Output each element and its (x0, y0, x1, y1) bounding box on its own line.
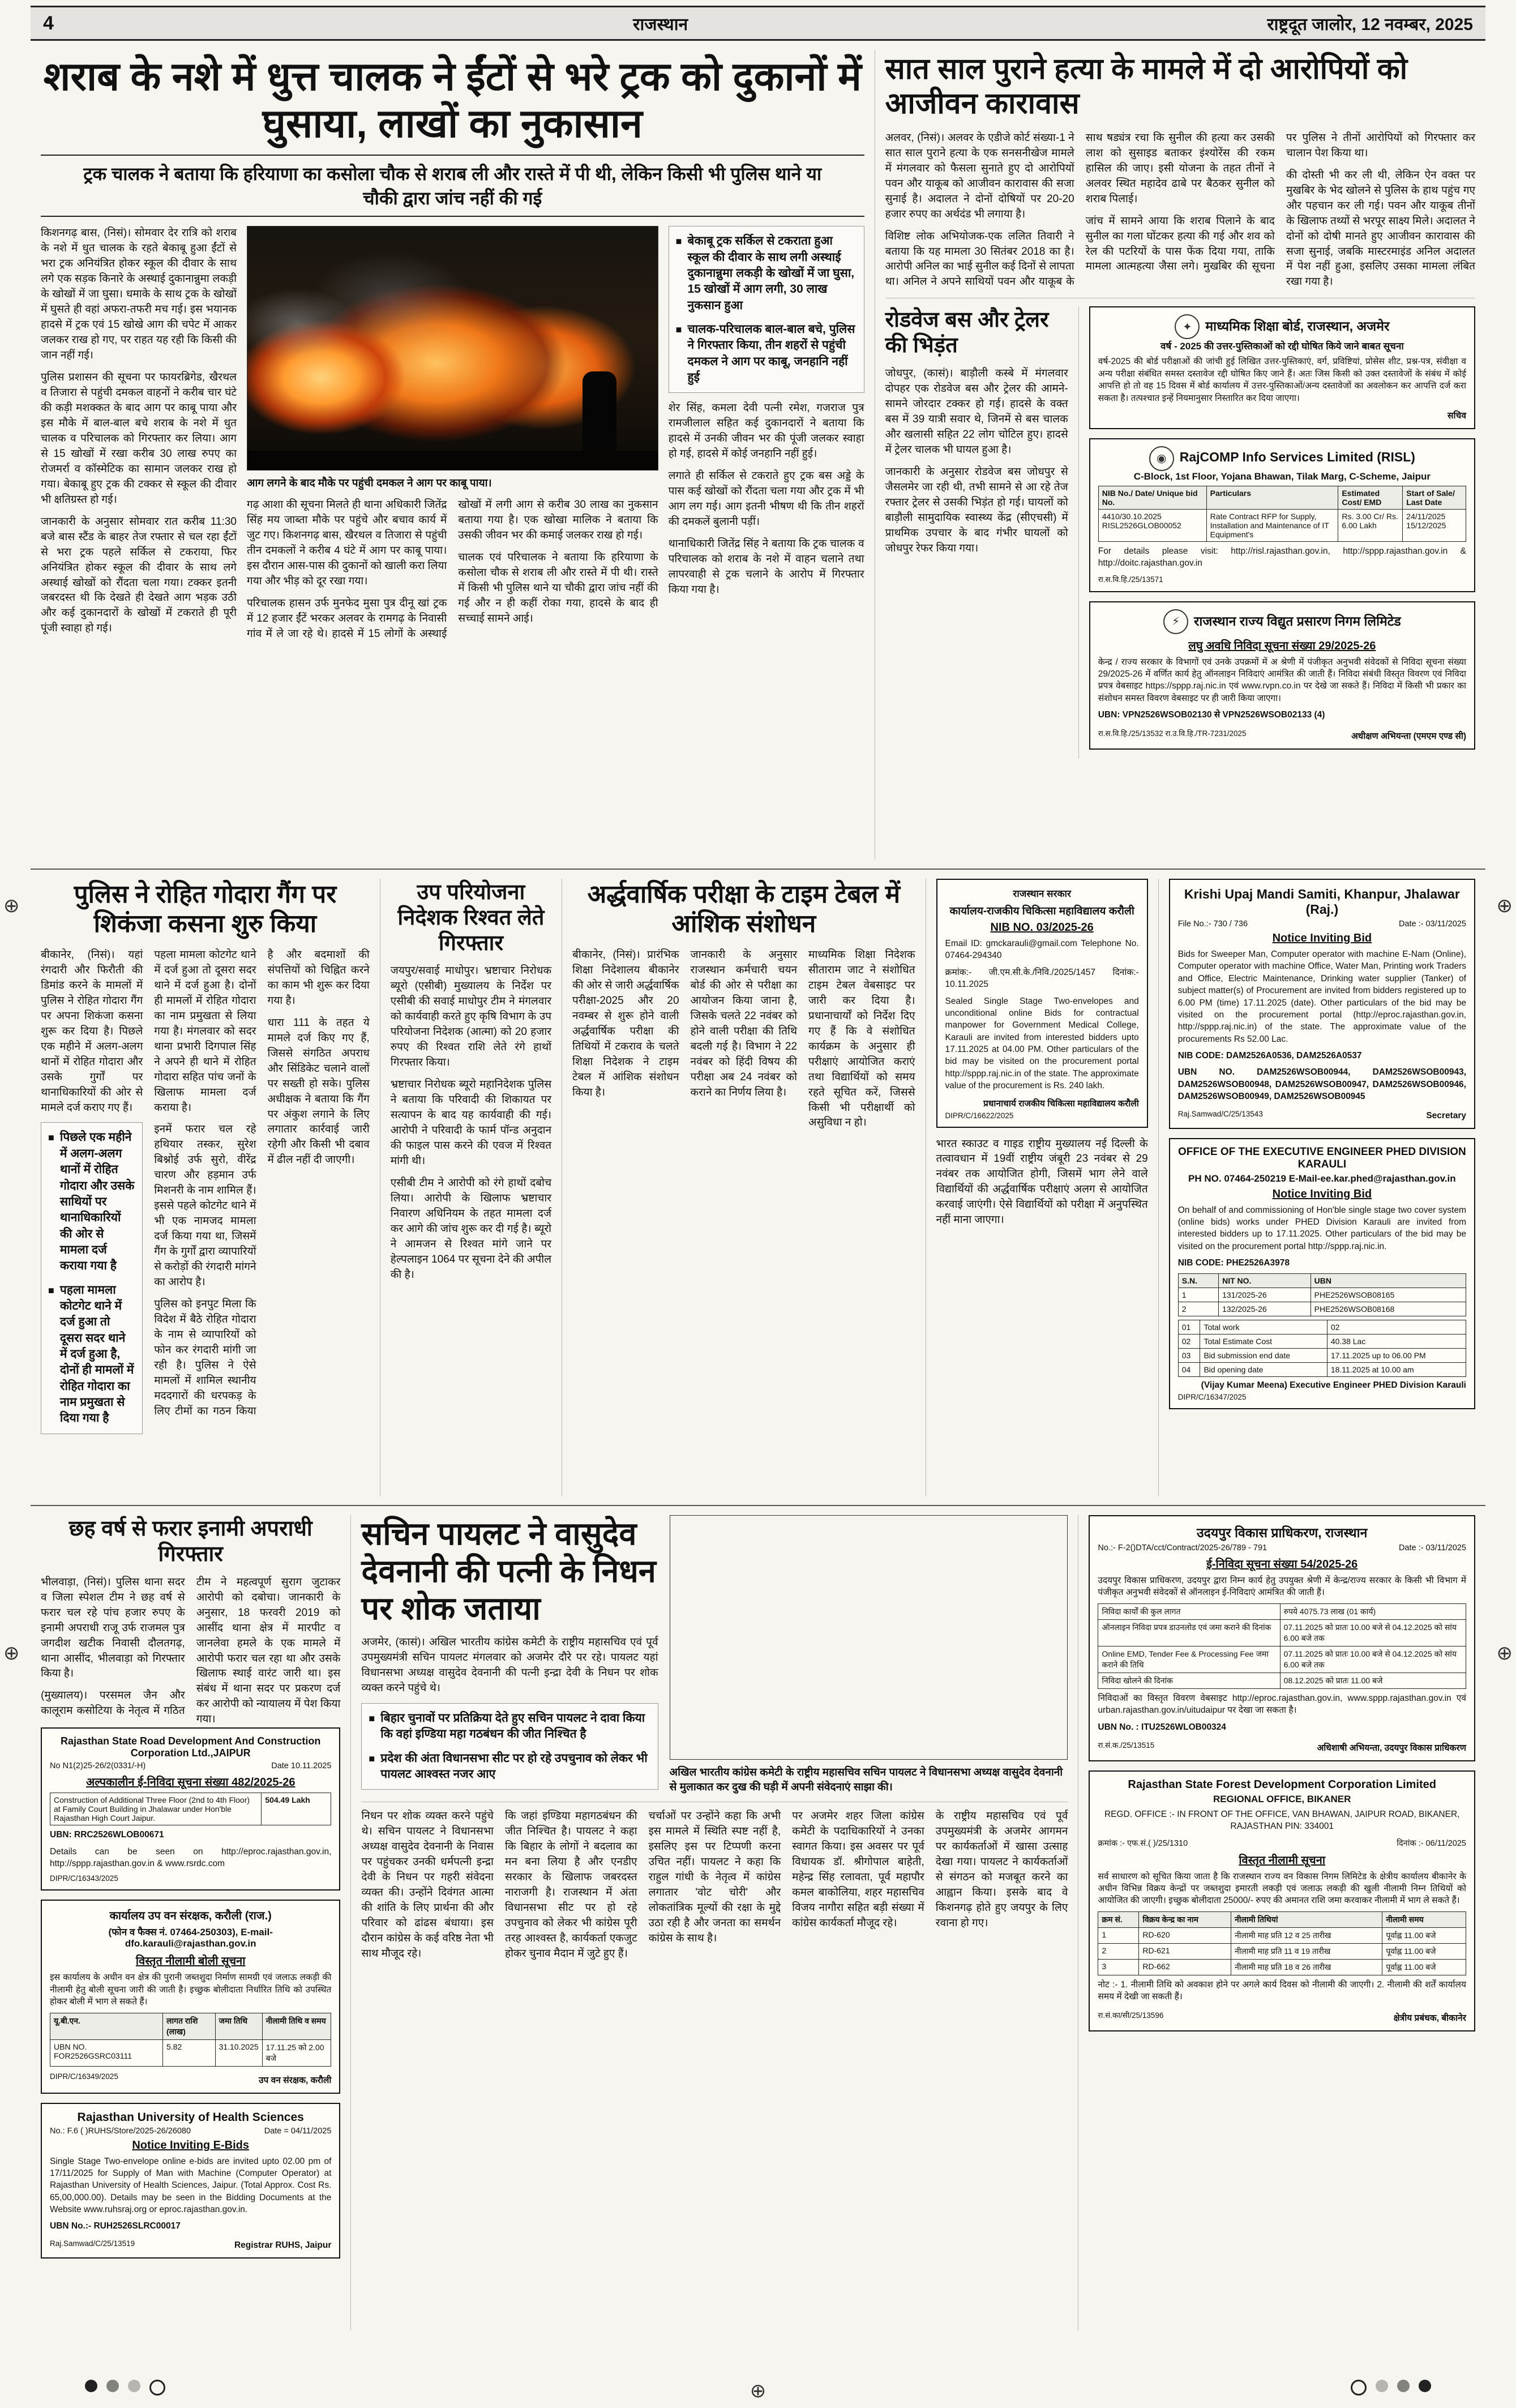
notice-title: कार्यालय उप वन संरक्षक, करौली (राज.) (109, 1910, 272, 1923)
notice-title: उदयपुर विकास प्राधिकरण, राजस्थान (1197, 1525, 1368, 1540)
table-cell: 03 (1178, 1349, 1200, 1363)
article-paragraph: जयपुर/सवाई माधोपुर। भ्रष्टाचार निरोधक ब्यूरो (एसीबी) मुख्यालय के निर्देश पर एसीबी की सवाई माधोपुर टीम ने मंगलवार को कार्यवाही करते हुए कृषि विभाग के उप परियोजना निदेशक (आत्मा) को 20 हजार रुपए की रिश्वत राशि लेते रंगे हाथों गिरफ्तार किया। (390, 965, 552, 1069)
firefighter-silhouette (583, 371, 616, 451)
exam-headline: अर्द्धवार्षिक परीक्षा के टाइम टेबल में आंशिक संशोधन (587, 880, 901, 938)
notice-body: सर्व साधारण को सूचित किया जाता है कि राजस्थान राज्य वन विकास निगम लिमिटेड के क्षेत्रीय कार्यालय बीकानेर के अधीन विभिन्न विक्रय केन्द्रों पर जब्तशुदा इमारती लकड़ी एवं जलाऊ लकड़ी की खुली नीलामी निम्न तिथियों को आयोजित की जाएगी। इच्छुक बोलीदाता 25000/- रुपए की अमानत राशि जमा करवाकर नीलामी में भाग ले सकते हैं। (1098, 1871, 1466, 1906)
article-murder-verdict (885, 52, 1475, 290)
table-cell: 504.49 Lakh (262, 1793, 331, 1825)
truck-col-mid (247, 226, 658, 643)
van-table (50, 2013, 331, 2067)
article-paragraph: चर्चाओं पर उन्होंने कहा कि अभी इस मामले में स्थिति स्पष्ट नहीं है, इसलिए इस पर टिप्पणी करना उचित नहीं। पायलट ने कहा कि राहुल गांधी के नेतृत्व में कांग्रेस लगातार 'वोट चोरी' और लोकतांत्रिक मूल्यों की रक्षा के मुद्दे उठा रही है और जनता का समर्थन कांग्रेस के साथ है। (648, 1810, 781, 1944)
notice-signature: Registrar RUHS, Jaipur (234, 2240, 332, 2250)
notice-subtitle: वर्ष - 2025 की उत्तर-पुस्तिकाओं को रद्दी घोषित किये जाने बाबत सूचना (1160, 341, 1404, 352)
table-cell: पूर्वाह्न 11.00 बजे (1382, 1943, 1466, 1959)
article-exam-timetable (562, 879, 926, 1496)
top-right-lower (885, 298, 1475, 758)
bullet-text: चालक-परिचालक बाल-बाल बचे, पुलिस ने गिरफ्तार किया, तीन शहरों से पहुंची दमकल ने आग पर काबू, जनहानि नहीं हुई (687, 322, 855, 384)
bottom-band (31, 1506, 1485, 2339)
pilot-headline: सचिन पायलट ने वासुदेव देवनानी की पत्नी के निधन पर शोक जताया (361, 1516, 656, 1627)
notice-title: Rajasthan University of Health Sciences (77, 2110, 304, 2124)
table-cell: 5.82 (162, 2039, 215, 2066)
table-header: NIB No./ Date/ Unique bid No. (1098, 486, 1206, 509)
pilot-body (361, 1802, 1068, 1962)
registration-mark: ⊕ (3, 1643, 20, 1664)
forest-office: REGIONAL OFFICE, BIKANER (1213, 1793, 1351, 1804)
notice-signature: सचिव (1448, 410, 1466, 421)
notice-ruhs (41, 2103, 340, 2259)
notice-risl (1089, 438, 1475, 592)
table-cell: Total work (1200, 1320, 1327, 1335)
article-paragraph: जानकारी के अनुसार राजस्थान कर्मचारी चयन बोर्ड की ओर से परीक्षा का आयोजन किया जाना है, जिसके चलते 22 नवंबर को होने वाली परीक्षा की तिथि बदली गई है। विभाग ने 22 नवंबर को हिंदी विषय की परीक्षा अब 24 नवंबर को कराने का निर्णय लिया है। (690, 948, 798, 1098)
article-paragraph: बीकानेर, (निसं)। प्रारंभिक शिक्षा निदेशालय बीकानेर की ओर से जारी अर्द्धवार्षिक परीक्षा-2025 और 20 नवम्बर से शुरू होने वाली अर्द्धवार्षिक परीक्षा की तिथियों में टकराव के चलते शिक्षा निदेशक ने टाइम टेबल में आंशिक संशोधन किया है। (572, 948, 679, 1098)
uda-ref: No.:- F-2()DTA/cct/Contract/2025-26/789 - 791 (1098, 1543, 1267, 1552)
forest-address: REGD. OFFICE :- IN FRONT OF THE OFFICE, VAN BHAWAN, JAIPUR ROAD, BIKANER, RAJASTHAN PIN: 334001 (1104, 1809, 1460, 1832)
registration-mark: ⊕ (3, 895, 20, 917)
table-header: नीलामी तिथि व समय (262, 2013, 331, 2039)
middle-right-rail (1158, 879, 1485, 1496)
fugitive-headline: छह वर्ष से फरार इनामी अपराधी गिरफ्तार (68, 1517, 312, 1566)
article-truck-fire (31, 50, 875, 859)
middle-band (31, 870, 1485, 1506)
bullet-item (369, 1751, 650, 1783)
square-bullet-icon: ■ (675, 323, 682, 335)
masthead-bar (31, 6, 1485, 41)
table-cell: RD-620 (1139, 1927, 1231, 1943)
notice-title: कार्यालय-राजकीय चिकित्सा महाविद्यालय करौली (949, 905, 1134, 917)
page-number: 4 (43, 12, 54, 34)
table-header: विक्रय केन्द्र का नाम (1139, 1911, 1231, 1927)
notice-vidyut-prasaran (1089, 601, 1475, 750)
article-paragraph: निधन पर शोक व्यक्त करने पहुंचे थे। सचिन पायलट ने विधानसभा अध्यक्ष वासुदेव देवनानी के निवास पर पहुंचकर उनकी धर्मपत्नी इन्द्रा देवी के निधन पर गहरी संवेदना व्यक्त की। उन्होंने दिवंगत आत्मा की शांति के लिए प्रार्थना की और परिवार को ढांढस बंधाया। इस दौरान कांग्रेस के कई वरिष्ठ नेता भी साथ मौजूद रहे। (361, 1810, 494, 1960)
pilot-top (361, 1515, 1068, 1802)
notice-signature: Secretary (1426, 1110, 1466, 1120)
truck-headline: शराब के नशे में धुत्त चालक ने ईंटों से भरे ट्रक को दुकानों में घुसाया, लाखों का नुकासान (43, 54, 862, 146)
registration-dots (85, 2380, 165, 2402)
notice-body: वर्ष-2025 की बोर्ड परीक्षाओं की जांची हुई लिखित उत्तर-पुस्तिकाएं, वर्ग, प्रविष्टियां, प्रोसेस शीट, प्रश्न-पत्र, संवीक्षा व अन्य परीक्षा संबंधित समस्त दस्तावेज रद्दी घोषित किए जाने हैं। अतः जिस किसी को उक्त दस्तावेजों के संबंध में कोई आपत्ति हो तो वह 15 दिवस में बोर्ड कार्यालय में उत्तर-पुस्तिकाओं/अन्य दस्तावेजों का अवलोकन कर आपत्ति दर्ज करा सकता है। तत्पश्चात इन्हें नियमानुसार निस्तारित कर दिया जाएगा। (1098, 357, 1466, 403)
notice-title: RajCOMP Info Services Limited (RISL) (1179, 450, 1415, 465)
notice-title: Krishi Upaj Mandi Samiti, Khanpur, Jhalawar (Raj.) (1184, 887, 1460, 917)
table-header: क्रम सं. (1098, 1911, 1139, 1927)
godara-headline: पुलिस ने रोहित गोदारा गैंग पर शिकंजा कसना शुरु किया (74, 880, 337, 938)
notice-body: उदयपुर विकास प्राधिकरण, उदयपुर द्वारा निम्न कार्य हेतु उपयुक्त श्रेणी में केन्द्र/राज्य सरकार के किसी भी विभाग में पंजीकृत अनुभवी संवेदकों से ऑनलाइन ई-निविदाएं आमंत्रित की जाती हैं। (1098, 1576, 1466, 1598)
table-cell: Online EMD, Tender Fee & Processing Fee जमा कराने की तिथि (1098, 1646, 1280, 1673)
article-paragraph: पर अजमेर शहर जिला कांग्रेस कमेटी के पदाधिकारियों ने उनका स्वागत किया। इस अवसर पर पूर्व विधायक डॉ. श्रीगोपाल बाहेती, महेन्द्र सिंह रलावता, पूर्व महापौर कमल बाकोलिया, शहर महासचिव विजय नागौरा सहित बड़ी संख्या में कांग्रेस कार्यकर्ता मौजूद रहे। (792, 1810, 924, 1929)
article-paragraph: जानकारी के अनुसार सोमवार रात करीब 11:30 बजे बास स्टैंड के बाहर तेज रफ्तार से चल रहा ईंटों से भरा ट्रक पहले सर्किल से टकराया, फिर अनियंत्रित होकर स्कूल की दीवार के साथ लगे अस्थाई खोखों को रौंदता चला गया। टक्कर इतनी जबरदस्त थी कि देखते ही देखते आग भड़क उठी और कई दुकानदारों के खोखों में टकराते ही पूरी पूंजी स्वाहा हो गई। (41, 515, 237, 635)
registration-dot (1351, 2380, 1367, 2396)
article-paragraph: गढ़ आशा की सूचना मिलते ही थाना अधिकारी जितेंद्र सिंह मय जाब्ता मौके पर पहुंचे और बचाव कार्य में जुट गए। किशनगढ़ बास, खैरथल व तिजारा से पहुंची तीन दमकलों ने करीब 4 घंटे में आग पर काबू पाया। इस दौरान आस-पास की दुकानों को खाली करा लिया गया और भीड़ को दूर रखा गया। (247, 499, 447, 588)
table-cell: UBN NO. FOR2526GSRC03111 (50, 2039, 163, 2066)
notice-van-karauli (41, 1900, 340, 2093)
article-paragraph: परिचालक हासन उर्फ मुनफेद मुसा पुत्र दीनू खां ट्रक में 12 हजार ईंटें भरकर अलवर के रामगढ़ के निवासी गांव में ले जा रहे थे। हादसे में 15 लोगों के अस्थाई खोखों में लगी आग से करीब 30 लाख का नुकसान बताया गया है। एक खोखा मालिक ने बताया कि उसकी जीवन भर की कमाई जलकर राख हो गई। (247, 499, 658, 640)
table-cell: 17.11.2025 up to 06.00 PM (1327, 1349, 1466, 1363)
table-cell: 31.10.2025 (215, 2039, 262, 2066)
table-cell: 07.11.2025 को प्रातः 10.00 बजे से 04.12.2025 को सांय 6.00 बजे तक (1280, 1619, 1466, 1646)
table-cell: Total Estimate Cost (1200, 1335, 1327, 1349)
registration-mark: ⊕ (1496, 1643, 1513, 1664)
roadways-headline: रोडवेज बस और ट्रेलर की भिड़ंत (885, 308, 1049, 358)
pilot-left (361, 1515, 658, 1802)
table-cell: नीलामी माह प्रति 12 व 25 तारीख (1231, 1927, 1382, 1943)
godara-bullet-list (41, 1122, 143, 1434)
top-band (31, 41, 1485, 870)
article-paragraph: लगाते ही सर्किल से टकराते हुए ट्रक बस अड्डे के पास कई खोखों को रौंदता चला गया और ट्रक में भी आग लग गई। आग इतनी भीषण थी कि तीन शहरों की दमकलें बुलानी पड़ीं। (668, 470, 864, 528)
bullet-text: बिहार चुनावों पर प्रतिक्रिया देते हुए सचिन पायलट ने दावा किया कि वहां इण्डिया महा गठबंधन की जीत निश्चित है (380, 1712, 645, 1741)
registration-dots (1351, 2380, 1431, 2402)
masthead-dateline: राष्ट्रदूत जालोर, 12 नवम्बर, 2025 (1267, 15, 1473, 34)
notice-body: On behalf of and commissioning of Hon'ble single stage two cover system (online bids) works under PHED Division Karauli are invited from interested bidders up to 17.11.2025. Other particulars of the bid may be visited on the procurement portal http://sppp.raj.nic.in. (1177, 1205, 1466, 1251)
board-emblem-icon: ✦ (1175, 314, 1200, 339)
van-contact: (फोन व फैक्स नं. 07464-250303), E-mail- dfo.karauli@rajasthan.gov.in (108, 1927, 273, 1949)
notice-phed-karauli (1169, 1138, 1475, 1410)
table-cell: 3 (1098, 1959, 1139, 1975)
table-header: Estimated Cost/ EMD (1338, 486, 1403, 509)
notice-subtitle: अल्पकालीन ई-निविदा सूचना संख्या 482/2025-26 (85, 1776, 296, 1789)
table-cell: नीलामी माह प्रति 18 व 26 तारीख (1231, 1959, 1382, 1975)
registration-dot (149, 2380, 165, 2396)
article-paragraph: किशनगढ़ बास, (निसं)। सोमवार देर रात्रि को शराब के नशे में धुत चालक के रहते बेकाबू हुआ ईंटों से भरा ट्रक अनियंत्रित होकर स्कूल की दीवार के साथ लगे एक सड़क किनारे के अस्थाई दुकानान्नुमा लकड़ी के खोखों में जा घुसा। धमाके के साथ ट्रक के खोखों में घुसते ही वहां अफरा-तफरी मच गई। इस भयानक हादसे में ट्रक एवं 15 खोखे आग की चपेट में आकर जलकर राख हो गए, पर राहत यह रही कि किसी की जान नहीं गई। (41, 227, 237, 361)
ruhs-ubn: UBN No.:- RUH2526SLRC00017 (50, 2221, 181, 2231)
article-paragraph: अलवर, (निसं)। अलवर के एडीजे कोर्ट संख्या-1 ने सात साल पुराने हत्या के एक सनसनीखेज मामले में मंगलवार को फैसला सुनाते हुए दो आरोपियों पवन और याकूब को आजीवन कारावास की सजा सुनाई है। अदालत ने दोनों दोषियों पर 20-20 हजार रुपए का अर्थदंड भी लगाया है। (885, 131, 1074, 220)
notice-title: Rajasthan State Forest Development Corporation Limited (1128, 1778, 1436, 1791)
table-header: यू.बी.एन. (50, 2013, 163, 2039)
risl-address: C-Block, 1st Floor, Yojana Bhawan, Tilak Marg, C-Scheme, Jaipur (1133, 471, 1431, 482)
notice-krishi-mandi (1169, 879, 1475, 1129)
article-paragraph: बीकानेर, (निसं)। यहां रंगदारी और फिरौती की डिमांड करने के मामलों में पुलिस ने रोहित गोदारा गैंग पर अपना शिकंजा कसना शुरू कर दिया है। पिछले एक महीने में अलग-अलग थानों में रोहित गोदारा और उसके गुर्गों पर थानाधिकारियों की ओर से मामले दर्ज कराए गए हैं। (41, 948, 143, 1114)
gmc-nib-no: NIB NO. 03/2025-26 (990, 921, 1094, 934)
square-bullet-icon: ■ (369, 1752, 375, 1764)
table-cell: नीलामी माह प्रति 11 व 19 तारीख (1231, 1943, 1382, 1959)
table-cell: RD-662 (1139, 1959, 1231, 1975)
table-cell: 24/11/2025 15/12/2025 (1403, 509, 1466, 541)
notice-signature: अधिशाषी अभियन्ता, उदयपुर विकास प्राधिकरण (1317, 1743, 1466, 1753)
truck-body (41, 226, 864, 643)
article-paragraph: भ्रष्टाचार निरोधक ब्यूरो महानिदेशक पुलिस ने बताया कि परिवादी की शिकायत पर सत्यापन के बाद यह कार्यवाही की गई। आरोपी ने परिवादी के फार्म पॉन्ड अनुदान की फाइल पास करने की एवज में रिश्वत मांगी थी। (390, 1079, 552, 1167)
notice-signature: प्रधानाचार्य राजकीय चिकित्सा महाविद्यालय करौली (983, 1098, 1139, 1109)
article-paragraph: धारा 111 के तहत ये मामले दर्ज किए गए हैं, जिससे संगठित अपराध और सिंडिकेट चलाने वालों पर सख्ती हो सके। पुलिस अधीक्षक ने बताया कि गैंग पर अंकुश लगाने के लिए लगातार कार्रवाई जारी रहेगी और किसी भी दबाव में ढील नहीं दी जाएगी। (267, 1016, 370, 1166)
article-paragraph: शेर सिंह, कमला देवी पत्नी रमेश, गजराज पुत्र रामजीलाल सहित कई दुकानदारों ने बताया कि हादसे में उनकी जीवन भर की पूंजी जलकर स्वाहा हो गई, हादसे में कोई जनहानि नहीं हुई। (668, 402, 864, 460)
notice-subtitle: विस्तृत नीलामी बोली सूचना (135, 1955, 246, 1968)
mandi-ubn: UBN NO. DAM2526WSOB00944, DAM2526WSOB00943, DAM2526WSOB00948, DAM2526WSOB00947, DAM2526WSOB00946, DAM2526WSOB00949, DAM2526WSOB00945 (1177, 1067, 1466, 1102)
article-paragraph: इनमें फरार चल रहे हथियार तस्कर, सुरेश बिश्नोई उर्फ सुरो, वीरेंद्र चारण और हड़मान उर्फ मिशनरी के नाम शामिल हैं। इससे पहले कोटगेट थाने में भी एक नामजद मामला दर्ज किया गया था, जिसमें गैंग के गुर्गों द्वारा व्यापारियों से करोड़ों की रंगदारी मांगने का आरोप है। (154, 1123, 256, 1289)
phed-nib-code: NIB CODE: PHE2526A3978 (1177, 1258, 1290, 1268)
top-right-area (875, 50, 1485, 859)
ruhs-ref: No.: F.6 ( )RUHS/Store/2025-26/26080 (50, 2126, 191, 2136)
square-bullet-icon: ■ (369, 1713, 375, 1725)
uda-note[interactable]: निविदाओं का विस्तृत विवरण वेबसाइट http://eproc.rajasthan.gov.in, www.sppp.rajasthan.gov.in एवं urban.rajasthan.gov.in/uitudaipur पर देखा जा सकता है। (1098, 1693, 1466, 1716)
risl-table (1098, 486, 1466, 542)
table-cell: Rs. 3.00 Cr/ Rs. 6.00 Lakh (1338, 509, 1403, 541)
bullet-text: बेकाबू ट्रक सर्किल से टकराता हुआ स्कूल की दीवार के साथ लगी अस्थाई दुकानान्नुमा लकड़ी के खोखों में जा घुसा, 15 खोखों में आग लगी, 30 लाख नुकसान हुआ (687, 234, 855, 312)
truck-bullet-list (669, 226, 864, 393)
notice-subtitle: लघु अवधि निविदा सूचना संख्या 29/2025-26 (1188, 639, 1376, 652)
article-paragraph: अजमेर, (कासं)। अखिल भारतीय कांग्रेस कमेटी के राष्ट्रीय महासचिव एवं पूर्व उपमुख्यमंत्री सचिन पायलट मंगलवार को अजमेर दौरे पर रहे। पायलट यहां विधानसभा अध्यक्ष वासुदेव देवनानी की पत्नी इन्द्रा देवी के निधन पर शोक व्यक्त करने पहुंचे थे। (361, 1636, 658, 1695)
article-paragraph: पुलिस को इनपुट मिला कि विदेश में बैठे रोहित गोदारा के नाम से व्यापारियों को फोन कर रंगदारी मांगी जा रही है। पुलिस ने ऐसे मामलों में शामिल स्थानीय मददगारों की धरपकड़ के लिए टीमों का गठन किया है और बदमाशों की संपत्तियों को चिह्नित करने का काम भी शुरू कर दिया गया है। (154, 948, 370, 1417)
article-paragraph: माध्यमिक शिक्षा निदेशक सीताराम जाट ने संशोधित टाइम टेबल वेबसाइट पर जारी कर दिया है। प्रधानाचार्यों को निर्देश दिए गए हैं कि वे संशोधित कार्यक्रम के अनुसार ही परीक्षाएं आयोजित कराएं तथा विद्यार्थियों को समय रहते सूचित करें, जिससे किसी भी परीक्षार्थी को असुविधा न हो। (808, 948, 915, 1129)
notice-dipr: DIPR/C/16622/2025 (945, 1111, 1014, 1120)
table-cell: 1 (1178, 1288, 1218, 1302)
notice-uda-udaipur (1089, 1515, 1475, 1761)
truck-mid-text (247, 498, 658, 642)
article-paragraph: विशिष्ट लोक अभियोजक-एक ललित तिवारी ने बताया कि यह मामला 30 सितंबर 2018 का है। आरोपी अनिल का भाई सुनील कई दिनों से लापता था। अनिल ने अपने साथियों पवन और याकूब के साथ षड्यंत्र रचा कि सुनील की हत्या कर उसकी लाश को सुसाइड बताकर इंश्योरेंस की रकम हासिल की जाए। इसी योजना के तहत तीनों ने अलवर स्थित महादेव ढाबे पर बैठकर सुनील को शराब पिलाई। (885, 131, 1275, 288)
table-cell: 04 (1178, 1363, 1200, 1377)
truck-col-1 (41, 226, 237, 643)
bullet-text: पहला मामला कोटगेट थाने में दर्ज हुआ तो दूसरा सदर थाने में दर्ज हुआ है, दोनों ही मामलों में रोहित गोदारा का नाम प्रमुखता से दिया गया है (59, 1283, 134, 1425)
forest-date: दिनांक :- 06/11/2025 (1397, 1838, 1466, 1848)
notice-subtitle: ई-निविदा सूचना संख्या 54/2025-26 (1206, 1558, 1358, 1571)
table-cell: 1 (1098, 1927, 1139, 1943)
table-header: Particulars (1206, 486, 1338, 509)
article-acb-arrest (380, 879, 562, 1496)
table-cell: 02 (1327, 1320, 1466, 1335)
truck-col-right (669, 226, 864, 643)
bullet-item (48, 1130, 135, 1274)
table-header: नीलामी समय (1382, 1911, 1466, 1927)
phed-nit-table (1178, 1273, 1466, 1316)
square-bullet-icon: ■ (675, 236, 682, 247)
bottom-right-column (1078, 1515, 1485, 2330)
article-paragraph: जानकारी के अनुसार रोडवेज बस जोधपुर से जैसलमेर जा रही थी, तभी सामने से आ रहे तेज रफ्तार ट्रेलर से उसकी भिड़ंत हो गई। घायलों को बाड़ौली सामुदायिक स्वास्थ्य केंद्र (सीएचसी) में प्राथमिक उपचार के बाद गंभीर घायलों को जोधपुर रेफर किया गया। (885, 465, 1068, 554)
article-paragraph: भारत स्काउट व गाइड राष्ट्रीय मुख्यालय नई दिल्ली के तत्वावधान में 19वीं राष्ट्रीय जंबूरी 23 नवंबर से 29 नवंबर तक आयोजित होगी, जिसमें भाग लेने वाले विद्यार्थियों की अर्द्धवार्षिक परीक्षाएं अलग से आयोजित करवाई जाएंगी। ऐसे विद्यार्थियों को परीक्षा में अनुपस्थित नहीं माना जाएगा। (936, 1137, 1148, 1226)
mandi-file-no: File No.:- 730 / 736 (1177, 919, 1248, 929)
table-cell: 07.11.2025 को प्रातः 10.00 बजे से 04.12.2025 को सांय 6.00 बजे तक (1280, 1646, 1466, 1673)
truck-subhead: ट्रक चालक ने बताया कि हरियाणा का कसोला चौक से शराब ली और रास्ते में पी थी, लेकिन किसी भी पुलिस थाने या चौकी द्वारा जांच नहीं की गई (41, 155, 864, 217)
forest-ref: क्रमांक :- एफ.सं.( )/25/1310 (1098, 1838, 1188, 1848)
table-cell: Rate Contract RFP for Supply, Installation and Maintenance of IT Equipment's (1206, 509, 1338, 541)
godara-body (41, 948, 370, 1434)
bullet-text: प्रदेश की अंता विधानसभा सीट पर हो रहे उपचुनाव को लेकर भी पायलट आश्वस्त नजर आए (380, 1751, 648, 1781)
top-notices-column (1078, 306, 1475, 758)
notice-gmc-karauli (936, 879, 1148, 1128)
notice-body: इस कार्यालय के अधीन वन क्षेत्र की पुरानी जब्तशुदा निर्माण सामग्री एवं जलाऊ लकड़ी की नीलामी हेतु बोली सूचना जारी की जाती है। इच्छुक बोलीदाता निर्धारित तिथि को उपस्थित होकर बोली में भाग ले सकते हैं। (50, 1973, 332, 2007)
table-cell: 17.11.25 को 2.00 बजे (262, 2039, 331, 2066)
govt-line: राजस्थान सरकार (1013, 888, 1071, 899)
table-header: Start of Sale/ Last Date (1403, 486, 1466, 509)
article-paragraph: पहला मामला कोटगेट थाने में दर्ज हुआ तो दूसरा सदर थाने में दर्ज हुआ है। दोनों ही मामलों में रोहित गोदारा का नाम प्रमुखता से लिया गया है। मंगलवार को सदर थाना प्रभारी दिगपाल सिंह ने अपने ही थाने में रोहित गोदारा सहित पांच जनों के खिलाफ मामला दर्ज कराया है। (154, 948, 256, 1114)
fugitive-body (41, 1575, 340, 1728)
notice-education-board (1089, 306, 1475, 429)
table-cell: RD-621 (1139, 1943, 1231, 1959)
table-cell: 132/2025-26 (1219, 1302, 1311, 1316)
notice-ref: रा.स.वि.हि./25/13532 रा.उ.वि.हि./TR-7231/2025 (1098, 729, 1247, 738)
phed-summary-table (1178, 1320, 1466, 1377)
notice-forest-corporation (1089, 1770, 1475, 2031)
notice-ref: Raj.Samwad/C/25/13543 (1177, 1109, 1263, 1118)
table-cell: 131/2025-26 (1219, 1288, 1311, 1302)
rsrdc-ubn: UBN: RRC2526WLOB00671 (50, 1830, 164, 1840)
notice-title: Rajasthan State Road Development And Construction Corporation Ltd.,JAIPUR (61, 1735, 321, 1759)
notice-subtitle: विस्तृत नीलामी सूचना (1239, 1854, 1326, 1867)
table-header: NIT NO. (1219, 1274, 1311, 1288)
article-paragraph: एसीबी टीम ने आरोपी को रंगे हाथों दबोच लिया। आरोपी के खिलाफ भ्रष्टाचार निवारण अधिनियम के तहत मामला दर्ज कर आगे की जांच शुरू कर दी गई है। ब्यूरो ने आमजन से रिश्वत मांगे जाने पर हेल्पलाइन 1064 पर सूचना देने की अपील की है। (390, 1177, 552, 1281)
ruhs-date: Date = 04/11/2025 (264, 2126, 332, 2136)
notice-title: राजस्थान राज्य विद्युत प्रसारण निगम लिमिटेड (1194, 613, 1401, 628)
table-cell: Construction of Additional Three Floor (2nd to 4th Floor) at Family Court Building in Jhalawar under Hon'ble Rajasthan High Court Jaipur. (50, 1793, 262, 1825)
notice-signature: (Vijay Kumar Meena) Executive Engineer PHED Division Karauli (1201, 1380, 1466, 1391)
notice-body: Bids for Sweeper Man, Computer operator with machine E-Nam (Online), Computer operator with machine Office, Water Man, Printing work Traders and Office, Electric Maintenance, Drinking water supplier (Tanker) of subject matter(s) of Procurement are invited from bidders registered up to 6.00 PM (time) 17.11.2025 (date). Other particulars of the bid may be visited on the procurement portal (http://eproc.rajasthan.gov.in, http://sppp.raj.nic.in) of the state. The approximate value of the procurements Rs 52.00 Lac. (1177, 949, 1466, 1044)
registration-dot (1419, 2380, 1431, 2392)
table-header: UBN (1311, 1274, 1466, 1288)
phed-contact: PH NO. 07464-250219 E-Mail-ee.kar.phed@rajasthan.gov.in (1188, 1173, 1456, 1184)
photo-ground (247, 451, 658, 470)
table-cell: निविदा कार्यों की कुल लागत (1098, 1603, 1280, 1619)
bullet-item (48, 1282, 135, 1427)
gmc-column (926, 879, 1158, 1496)
rsrdc-note[interactable]: Details can be seen on http://eproc.rajasthan.gov.in, http://sppp.rajasthan.gov.in & www.rsrdc.com (50, 1846, 332, 1869)
notice-title: OFFICE OF THE EXECUTIVE ENGINEER PHED DIVISION KARAULI (1177, 1145, 1466, 1170)
gmc-ref-line: क्रमांक:- जी.एम.सी.के./निवि./2025/1457 दिनांक:- 10.11.2025 (945, 967, 1139, 990)
bullet-item (369, 1710, 650, 1743)
notice-ref: Raj.Samwad/C/25/13519 (50, 2239, 135, 2248)
table-cell: PHE2526WSOB08168 (1311, 1302, 1466, 1316)
notice-subtitle: Notice Inviting E-Bids (132, 2138, 250, 2152)
fire-photo (247, 226, 658, 471)
notice-ref: रा.सं.क./25/13515 (1098, 1740, 1155, 1750)
bullet-item (676, 322, 857, 386)
article-pilot-condolence (350, 1515, 1078, 2330)
rvpn-logo-icon: ⚡ (1163, 609, 1188, 634)
article-paragraph: (मुख्यालय)। परसमल जैन और कालूराम कसोटिया के नेतृत्व में गठित टीम ने महत्वपूर्ण सुराग जुटाकर आरोपी को दबोचा। जानकारी के अनुसार, 18 फरवरी 2019 को आसींद थाना क्षेत्र में मारपीट व जानलेवा हमले के एक मामले में आरोपी फरार चल रहा था और उसके खिलाफ स्थाई वारंट जारी था। इस संबंध में थाना सदर पर प्रकरण दर्ज कर आरोपी को न्यायालय में पेश किया गया। (41, 1576, 341, 1726)
table-cell: PHE2526WSOB08165 (1311, 1288, 1466, 1302)
registration-mark: ⊕ (1496, 895, 1513, 917)
notice-title: माध्यमिक शिक्षा बोर्ड, राजस्थान, अजमेर (1205, 319, 1390, 334)
article-paragraph: भीलवाड़ा, (निसं)। पुलिस थाना सदर व जिला स्पेशल टीम ने छह वर्ष से फरार चल रहे पांच हजार रुपए के इनामी अपराधी राजू उर्फ राजमल पुत्र जगदीश खटीक निवासी दौलतगढ़, थाना आसींद, भीलवाड़ा को गिरफ्तार किया है। (41, 1576, 185, 1680)
table-cell: 2 (1098, 1943, 1139, 1959)
murder-body (885, 131, 1475, 290)
photo-caption: अखिल भारतीय कांग्रेस कमेटी के राष्ट्रीय महासचिव सचिन पायलट ने विधानसभा अध्यक्ष वासुदेव देवनानी से मुलाकात कर दुख की घड़ी में अपनी संवेदनाएं साझा की। (669, 1767, 1063, 1793)
article-paragraph: थानाधिकारी जितेंद्र सिंह ने बताया कि ट्रक चालक व परिचालक को शराब के नशे में वाहन चलाने तथा लापरवाही से ट्रक चलाने के आरोप में गिरफ्तार किया गया है। (668, 538, 864, 596)
uda-ubn: UBN No. : ITU2526WLOB00324 (1098, 1722, 1226, 1732)
table-header: लागत राशि (लाख) (162, 2013, 215, 2039)
uda-table (1098, 1603, 1466, 1689)
rsrdc-table (50, 1793, 331, 1825)
registration-dot (85, 2380, 97, 2392)
article-paragraph: जोधपुर, (कासं)। बाड़ौली कस्बे में मंगलवार दोपहर एक रोडवेज बस और ट्रेलर की आमने-सामने जोरदार टक्कर हो गई। हादसे के वक्त बस में 39 यात्री सवार थे, जिनमें से बस चालक और खलासी सहित 22 लोग चोटिल हुए। हादसे में ट्रेलर चालक भी घायल हुआ है। (885, 367, 1068, 456)
rsrdc-ref: No N1(2)25-26/2(0331/-H) (50, 1761, 146, 1771)
table-cell: पूर्वाह्न 11.00 बजे (1382, 1927, 1466, 1943)
table-cell: 01 (1178, 1320, 1200, 1335)
exam-body (572, 948, 915, 1131)
notice-body: केन्द्र / राज्य सरकार के विभागों एवं उनके उपक्रमों में अ श्रेणी में पंजीकृत अनुभवी संवेदकों से निविदा सूचना संख्या 29/2025-26 में वर्णित कार्य हेतु ऑनलाइन निविदाएं आमंत्रित की जाती हैं। निविदा संबंधी विस्तृत विवरण एवं निविदा प्रपत्र वेबसाइट https://sppp.raj.nic.in एवं www.rvpn.co.in पर देखे जा सकते हैं। निविदा में किसी भी प्रकार का संशोधन समस्त विवरण वेबसाइट पर ही जारी किया जाएगा। (1098, 657, 1466, 703)
gmc-contact: Email ID: gmckarauli@gmail.com Telephone No. 07464-294340 (945, 939, 1139, 961)
photo-caption: आग लगने के बाद मौके पर पहुंची दमकल ने आग पर काबू पाया। (247, 477, 492, 490)
table-cell: निविदा खोलने की दिनांक (1098, 1673, 1280, 1688)
article-fugitive-arrest (41, 1516, 340, 1727)
bullet-item (676, 233, 857, 314)
article-godara-gang (31, 879, 380, 1496)
table-cell: ऑनलाइन निविदा प्रपत्र डाउनलोड एवं जमा कराने की दिनांक (1098, 1619, 1280, 1646)
article-paragraph: के राष्ट्रीय महासचिव एवं पूर्व उपमुख्यमंत्री के अजमेर आगमन पर कार्यकर्ताओं में खासा उत्साह देखा गया। पायलट ने कार्यकर्ताओं से संगठन को मजबूत करने का आह्वान किया। इसके बाद वे किशनगढ़ होते हुए जयपुर के लिए रवाना हो गए। (935, 1810, 1068, 1929)
condolence-photo (670, 1515, 1068, 1760)
registration-mark: ⊕ (750, 2380, 766, 2402)
article-paragraph: चालक एवं परिचालक ने बताया कि हरियाणा के कसोला चौक से शराब ली और रास्ते में पी थी। रास्ते में किसी भी पुलिस थाने या चौकी द्वारा जांच नहीं की गई और न ही कहीं रोका गया, हादसे के बाद ही सच्चाई सामने आई। (458, 551, 658, 625)
registration-dot (128, 2380, 140, 2392)
forest-notes: नोट :- 1. नीलामी तिथि को अवकाश होने पर अगले कार्य दिवस को नीलामी की जाएगी। 2. नीलामी की शर्तें कार्यालय समय में देखी जा सकती हैं। (1098, 1979, 1466, 2002)
notice-subtitle: Notice Inviting Bid (1272, 1187, 1372, 1200)
table-header: S.N. (1178, 1274, 1218, 1288)
registration-dot (106, 2380, 119, 2392)
bottom-left-column (31, 1515, 350, 2330)
notice-body: Single Stage Two-envelope online e-bids are invited upto 02.00 pm of 17/11/2025 for Supply of Man with Machine (Computer Operator) at Rajasthan University of Health Sciences, Jaipur. (Total Approx. Cost Rs. 65,00,000.00). Details may be seen in the Bidding Documents at the Website www.ruhsraj.org or eproc.rajasthan.gov.in. (50, 2156, 332, 2215)
article-roadways-crash (885, 306, 1068, 758)
pilot-right (670, 1515, 1068, 1802)
acb-headline: उप परियोजना निदेशक रिश्वत लेते गिरफ्तार (397, 880, 545, 955)
notice-signature: उप वन संरक्षक, करौली (259, 2075, 332, 2085)
table-cell: Bid opening date (1200, 1363, 1327, 1377)
murder-headline: सात साल पुराने हत्या के मामले में दो आरोपियों को आजीवन कारावास (885, 53, 1408, 121)
table-cell: 2 (1178, 1302, 1218, 1316)
table-cell: Bid submission end date (1200, 1349, 1327, 1363)
risl-footer-link[interactable]: For details please visit: http://risl.rajasthan.gov.in, http://sppp.rajasthan.gov.in & http://doitc.rajasthan.gov.in (1098, 546, 1466, 568)
table-header: जमा तिथि (215, 2013, 262, 2039)
table-cell: 08.12.2025 को प्रातः 11.00 बजे (1280, 1673, 1466, 1688)
rsrdc-date: Date 10.11.2025 (271, 1761, 332, 1771)
pilot-bullet-list (361, 1703, 658, 1790)
table-cell: 40.38 Lac (1327, 1335, 1466, 1349)
uda-date: Date :- 03/11/2025 (1398, 1543, 1466, 1552)
notice-rsrdc (41, 1727, 340, 1891)
registration-dot (1376, 2380, 1388, 2392)
notice-signature: अधीक्षण अभियन्ता (एमएम एण्ड सी) (1351, 731, 1466, 741)
notice-subtitle: Notice Inviting Bid (1272, 932, 1372, 944)
table-header: नीलामी तिथियां (1231, 1911, 1382, 1927)
table-cell: 02 (1178, 1335, 1200, 1349)
article-paragraph: जांच में सामने आया कि शराब पिलाने के बाद सुनील का गला घोंटकर हत्या की गई और शव को रेल की पटरियों के पास फेंक दिया गया, ताकि मामला आत्महत्या जैसा लगे। मुखबिर की सूचना पर पुलिस ने तीनों आरोपियों को गिरफ्तार कर चालान पेश किया था। (1085, 131, 1475, 273)
table-cell: पूर्वाह्न 11.00 बजे (1382, 1959, 1466, 1975)
table-cell: 4410/30.10.2025 RISL2526GLOB00052 (1098, 509, 1206, 541)
table-cell: 18.11.2025 at 10.00 am (1327, 1363, 1466, 1377)
edition-name: राजस्थान (633, 15, 688, 34)
color-registration-strip (0, 2380, 1516, 2402)
table-cell: रुपये 4075.73 लाख (01 कार्य) (1280, 1603, 1466, 1619)
notice-ref: रा.सं.का/सी/25/13596 (1098, 2011, 1164, 2020)
article-paragraph: की दोस्ती भी कर ली थी, लेकिन ऐन वक्त पर मुखबिर के भेद खोलने से पुलिस के हाथ पहुंच गए और पहचान कर ली गई। पवन और याकूब तीनों के खिलाफ तथ्यों से भरपूर साक्ष्य मिले। अदालत ने दोनों को दोषी मानते हुए आजीवन कारावास की सजा सुनाई, जबकि मास्टरमाइंड अनिल अदालत में पेश नहीं हुआ, इसलिए उसका मामला लंबित रखा गया है। (1286, 169, 1475, 288)
article-paragraph: कि जहां इण्डिया महागठबंधन की जीत निश्चित है। पायलट ने कहा कि बिहार के लोगों ने बदलाव का मन बना लिया है और एनडीए सरकार के खिलाफ जबरदस्त नाराजगी है। राजस्थान में अंता विधानसभा सीट पर हो रहे उपचुनाव को लेकर भी कांग्रेस पूरी तरह आश्वस्त है, कार्यकर्ता एकजुट होकर चुनाव मैदान में जुटे हुए हैं। (504, 1810, 637, 1960)
square-bullet-icon: ■ (48, 1132, 54, 1144)
notice-dipr: DIPR/C/16347/2025 (1177, 1393, 1247, 1402)
notice-dipr: DIPR/C/16349/2025 (50, 2072, 118, 2081)
notice-dipr: DIPR/C/16343/2025 (50, 1874, 118, 1883)
square-bullet-icon: ■ (48, 1284, 54, 1296)
notice-ubn: UBN: VPN2526WSOB02130 से VPN2526WSOB02133 (4) (1098, 710, 1325, 720)
mandi-nib-code: NIB CODE: DAM2526A0536, DAM2526A0537 (1177, 1051, 1362, 1060)
forest-table (1098, 1911, 1466, 1975)
registration-dot (1397, 2380, 1410, 2392)
notice-ref: रा.स.वि.हि./25/13571 (1098, 575, 1163, 584)
mandi-date: Date :- 03/11/2025 (1398, 919, 1466, 929)
article-paragraph: पुलिस प्रशासन की सूचना पर फायरब्रिगेड, खैरथल व तिजारा से पहुंची दमकल वाहनों ने करीब चार घंटे की कड़ी मशक्कत के बाद आग पर काबू पाया और इस मौके में बाल-बाल बचे शराब के नशे में धुत चालक व परिचालक को गिरफ्तार कर लिया। आग से 15 खोखों में रखा करीब 30 लाख रुपए का रोजमर्रा व कॉस्मेटिक का सामान जलकर राख हो गया। बेकाबू हुए ट्रक की टक्कर से स्कूल की दीवार भी क्षतिग्रस्त हो गई। (41, 371, 237, 506)
bullet-text: पिछले एक महीने में अलग-अलग थानों में रोहित गोदारा और उसके साथियों पर थानाधिकारियों की ओर से मामला दर्ज कराया गया है (59, 1131, 135, 1273)
notice-body: Sealed Single Stage Two-envelopes and unconditional online Bids for contractual manpower for Government Medical College, Karauli are invited from interested bidders upto 17.11.2025 at 04.00 PM. Other particulars of the bid may be visited on the procurement portal http://sppp.raj.nic.in of the state. The approximate value of the procurement is Rs. 240 lakh. (945, 996, 1139, 1091)
risl-logo-icon: ◉ (1149, 446, 1174, 471)
notice-signature: क्षेत्रीय प्रबंधक, बीकानेर (1393, 2013, 1466, 2023)
